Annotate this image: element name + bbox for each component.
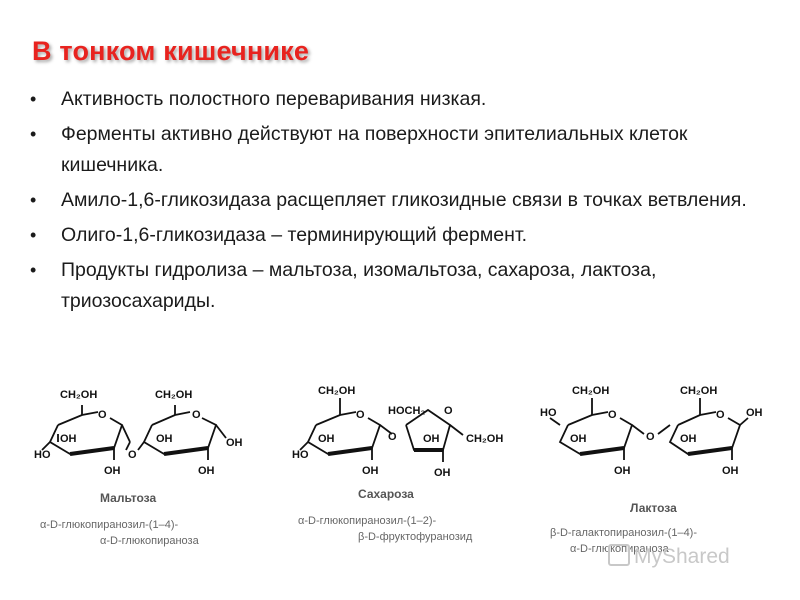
atom-label: OH: [570, 433, 587, 445]
atom-label: OH: [226, 437, 243, 449]
figure-caption: α-D-глюкопиранозил-(1–4)-: [40, 519, 179, 531]
atom-label: HO: [540, 407, 557, 419]
atom-label: O: [356, 409, 365, 421]
bullet-text: Амило-1,6-гликозидаза расщепляет гликозидные связи в точках ветвления.: [61, 189, 747, 211]
bullet-text: Олиго-1,6-гликозидаза – терминирующий фермент.: [61, 224, 528, 246]
atom-label: O: [388, 431, 397, 443]
bullet-item: [30, 119, 780, 181]
atom-label: O: [716, 409, 725, 421]
watermark-text: MyShared: [634, 545, 730, 568]
atom-label: OH: [318, 433, 335, 445]
figure-caption: β-D-галактопиранозил-(1–4)-: [550, 527, 698, 539]
bullet-marker: •: [30, 124, 37, 144]
lactose-structure: [540, 380, 780, 560]
atom-label: OH: [156, 433, 173, 445]
atom-label: CH₂OH: [466, 433, 504, 445]
atom-label: OH: [680, 433, 697, 445]
atom-label: OH: [614, 465, 631, 477]
slide-title: В тонком кишечнике: [32, 36, 310, 66]
bullet-item: [30, 255, 780, 317]
maltose-structure: [30, 380, 250, 560]
bullet-marker: •: [30, 260, 37, 280]
atom-label: HO: [292, 449, 309, 461]
atom-label: OH: [746, 407, 763, 419]
atom-label: CH₂OH: [60, 389, 98, 401]
bullet-item: [30, 84, 780, 115]
figure-name: Мальтоза: [100, 491, 157, 505]
figure-name: Сахароза: [358, 487, 414, 501]
figure-caption: α-D-глюкопираноза: [100, 535, 199, 547]
bullet-text: Активность полостного переваривания низкая.: [61, 88, 487, 110]
atom-label: O: [98, 409, 107, 421]
atom-label: OH: [362, 465, 379, 477]
watermark: [608, 544, 730, 569]
atom-label: OH: [434, 467, 451, 479]
atom-label: O: [192, 409, 201, 421]
bullet-list: [30, 84, 780, 321]
atom-label: O: [128, 449, 137, 461]
atom-label: HOCH₂: [388, 405, 426, 417]
sucrose-structure: [288, 380, 518, 560]
figure-caption: α-D-глюкопиранозил-(1–2)-: [298, 515, 437, 527]
bullet-marker: •: [30, 190, 37, 210]
atom-label: CH₂OH: [680, 385, 718, 397]
figure-caption: α-D-глюкопираноза: [570, 543, 669, 555]
bullet-item: [30, 185, 780, 216]
atom-label: O: [608, 409, 617, 421]
atom-label: HO: [34, 449, 51, 461]
atom-label: O: [646, 431, 655, 443]
bullet-item: [30, 220, 780, 251]
bullet-marker: •: [30, 89, 37, 109]
atom-label: OH: [198, 465, 215, 477]
figure-caption: β-D-фруктофуранозид: [358, 531, 473, 543]
atom-label: CH₂OH: [572, 385, 610, 397]
atom-label: CH₂OH: [318, 385, 356, 397]
atom-label: OH: [423, 433, 440, 445]
bullet-text: Продукты гидролиза – мальтоза, изомальтоза, сахароза, лактоза, триозосахариды.: [61, 259, 657, 312]
atom-label: OH: [60, 433, 77, 445]
figure-name: Лактоза: [630, 501, 677, 515]
atom-label: O: [444, 405, 453, 417]
presentation-icon: [608, 544, 630, 566]
bullet-marker: •: [30, 225, 37, 245]
atom-label: OH: [104, 465, 121, 477]
atom-label: OH: [722, 465, 739, 477]
bullet-text: Ферменты активно действуют на поверхности эпителиальных клеток кишечника.: [61, 123, 688, 176]
atom-label: CH₂OH: [155, 389, 193, 401]
